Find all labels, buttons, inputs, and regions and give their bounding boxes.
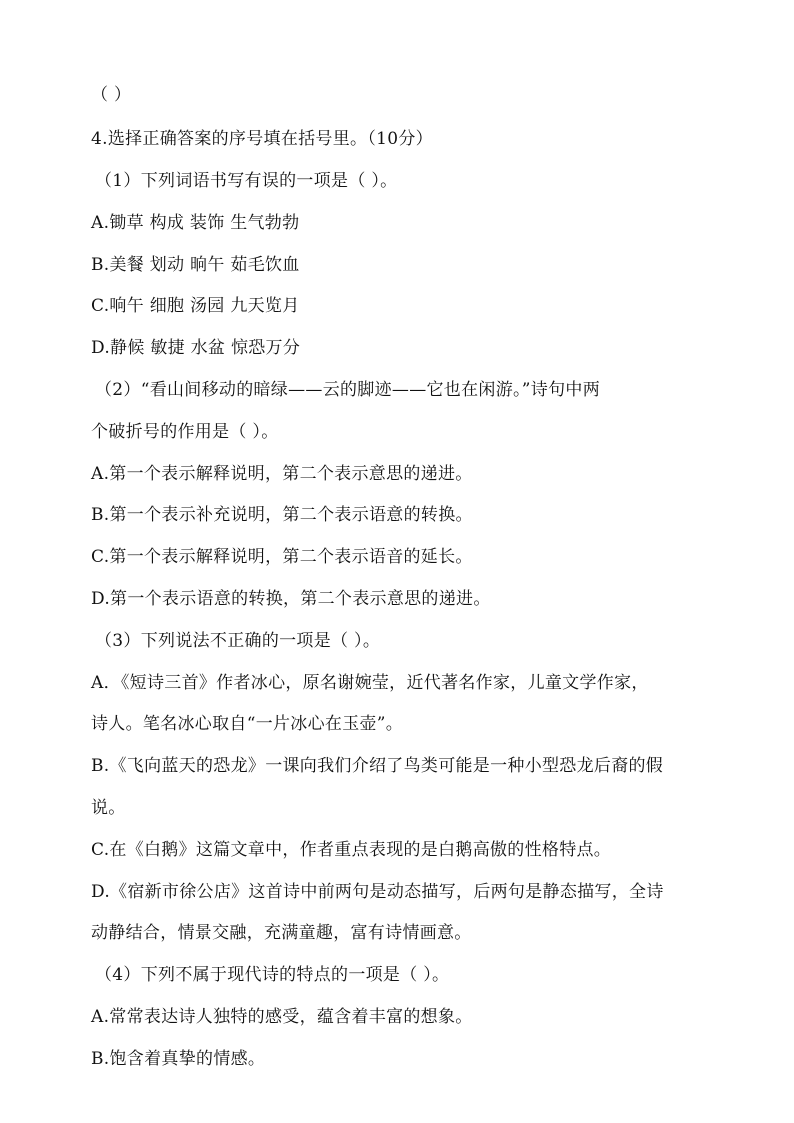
subquestion-2-option-d: D.第一个表示语意的转换，第二个表示意思的递进。 (91, 589, 491, 609)
subquestion-3-option-a: A．《短诗三首》作者冰心，原名谢婉莹，近代著名作家，儿童文学作家， (91, 673, 649, 693)
subquestion-3-option-a-continued: 诗人。笔名冰心取自“一片冰心在玉壶”。 (91, 714, 404, 734)
subquestion-2-stem-continued: 个破折号的作用是（ ）。 (91, 422, 279, 442)
subquestion-3-stem: （3）下列说法不正确的一项是（ ）。 (95, 631, 381, 651)
subquestion-2-option-b: B.第一个表示补充说明，第二个表示语意的转换。 (91, 505, 473, 525)
subquestion-3-option-d: D.《宿新市徐公店》这首诗中前两句是动态描写，后两句是静态描写，全诗 (91, 882, 664, 902)
subquestion-3-option-b: B.《飞向蓝天的恐龙》一课向我们介绍了鸟类可能是一种小型恐龙后裔的假 (91, 756, 664, 776)
subquestion-1-option-c: C.响午 细胞 汤园 九天览月 (91, 296, 300, 316)
subquestion-4-option-a: A.常常表达诗人独特的感受，蕴含着丰富的想象。 (91, 1007, 473, 1027)
answer-blank-line: （ ） (91, 85, 132, 105)
subquestion-2-option-a: A.第一个表示解释说明，第二个表示意思的递进。 (91, 464, 473, 484)
subquestion-3-option-c: C.在《白鹅》这篇文章中，作者重点表现的是白鹅高傲的性格特点。 (91, 840, 612, 860)
subquestion-1-option-a: A.锄草 构成 装饰 生气勃勃 (91, 213, 300, 233)
subquestion-3-option-d-continued: 动静结合，情景交融，充满童趣，富有诗情画意。 (91, 923, 472, 943)
question-4-heading: 4.选择正确答案的序号填在括号里。（10分） (91, 129, 433, 149)
subquestion-3-option-b-continued: 说。 (91, 798, 126, 818)
subquestion-1-stem: （1）下列词语书写有误的一项是（ ）。 (95, 171, 398, 191)
subquestion-4-stem: （4）下列不属于现代诗的特点的一项是（ ）。 (95, 965, 450, 985)
subquestion-2-option-c: C.第一个表示解释说明，第二个表示语音的延长。 (91, 547, 473, 567)
subquestion-1-option-b: B.美餐 划动 晌午 茹毛饮血 (91, 255, 300, 275)
subquestion-1-option-d: D.静候 敏捷 水盆 惊恐万分 (91, 338, 301, 358)
subquestion-2-stem: （2）“看山间移动的暗绿——云的脚迹——它也在闲游。”诗句中两 (95, 380, 600, 400)
subquestion-4-option-b: B.饱含着真挚的情感。 (91, 1049, 266, 1069)
